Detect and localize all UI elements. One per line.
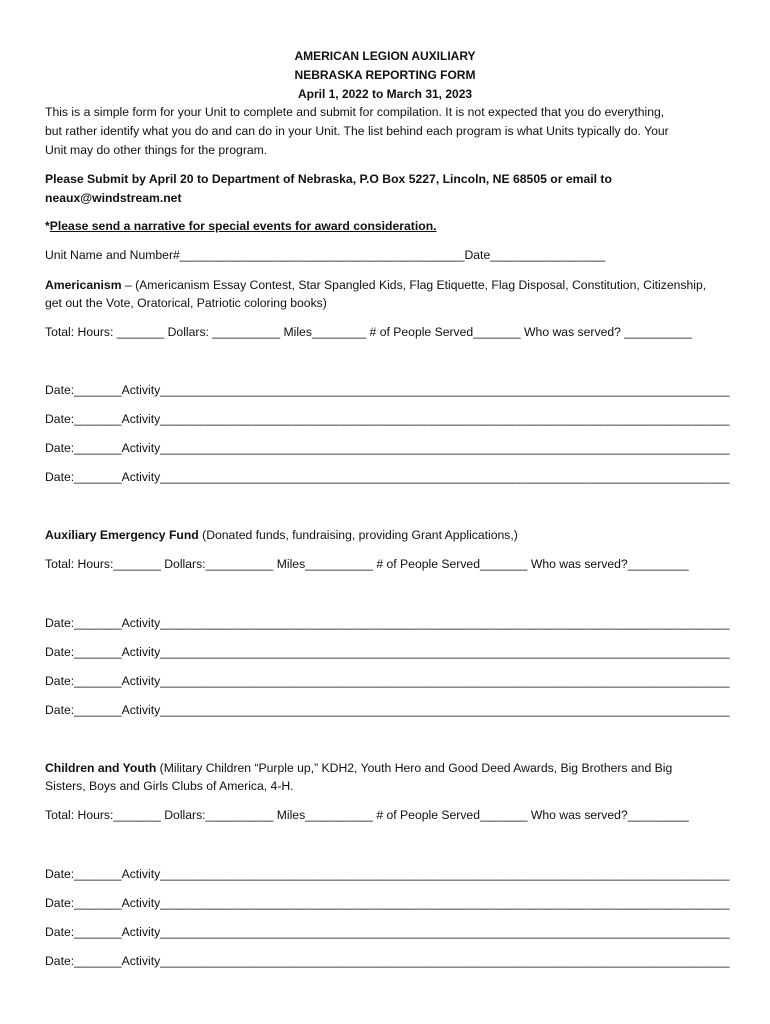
- intro-line-1: This is a simple form for your Unit to complete and submit for compilation. It is not expected that you do everything,: [45, 105, 665, 119]
- emergency-activity-row[interactable]: Date:_______Activity____________________________________________________________________________________: [45, 616, 730, 630]
- children-desc-2: Sisters, Boys and Girls Clubs of America, 4-H.: [45, 779, 294, 793]
- americanism-activity-row[interactable]: Date:_______Activity____________________________________________________________________________________: [45, 412, 730, 426]
- americanism-activity-row[interactable]: Date:_______Activity____________________________________________________________________________________: [45, 441, 730, 455]
- americanism-title: Americanism: [45, 278, 122, 292]
- emergency-totals-field[interactable]: Total: Hours:_______ Dollars:__________ Miles__________ # of People Served_______ Who was served?_________: [45, 557, 689, 571]
- emergency-title: Auxiliary Emergency Fund: [45, 528, 199, 542]
- form-title: NEBRASKA REPORTING FORM: [294, 68, 476, 82]
- narrative-star: *: [45, 219, 50, 233]
- children-desc-1: (Military Children “Purple up,” KDH2, Youth Hero and Good Deed Awards, Big Brothers and Big: [156, 761, 673, 775]
- org-title: AMERICAN LEGION AUXILIARY: [294, 49, 476, 63]
- intro-line-3: Unit may do other things for the program.: [45, 143, 268, 157]
- children-activity-row[interactable]: Date:_______Activity____________________________________________________________________________________: [45, 954, 730, 968]
- children-heading: [45, 759, 735, 777]
- submit-instructions-1: Please Submit by April 20 to Department of Nebraska, P.O Box 5227, Lincoln, NE 68505 or email to: [45, 172, 612, 186]
- americanism-desc-1: – (Americanism Essay Contest, Star Spangled Kids, Flag Etiquette, Flag Disposal, Constitution, Citizenship,: [121, 278, 707, 292]
- children-activity-row[interactable]: Date:_______Activity____________________________________________________________________________________: [45, 867, 730, 881]
- americanism-activity-row[interactable]: Date:_______Activity____________________________________________________________________________________: [45, 383, 730, 397]
- narrative-text: Please send a narrative for special events for award consideration.: [49, 219, 437, 233]
- americanism-activity-row[interactable]: Date:_______Activity____________________________________________________________________________________: [45, 470, 730, 484]
- children-title: Children and Youth: [45, 761, 157, 775]
- emergency-activity-row[interactable]: Date:_______Activity____________________________________________________________________________________: [45, 674, 730, 688]
- unit-name-date-field[interactable]: Unit Name and Number#__________________________________________Date_________________: [45, 248, 606, 262]
- emergency-activity-row[interactable]: Date:_______Activity____________________________________________________________________________________: [45, 703, 730, 717]
- narrative-note: [45, 217, 735, 235]
- americanism-desc-2: get out the Vote, Oratorical, Patriotic coloring books): [45, 296, 327, 310]
- children-activity-row[interactable]: Date:_______Activity____________________________________________________________________________________: [45, 925, 730, 939]
- emergency-heading: [45, 526, 735, 544]
- americanism-heading: [45, 276, 735, 294]
- emergency-desc-1: (Donated funds, fundraising, providing Grant Applications,): [198, 528, 518, 542]
- americanism-totals-field[interactable]: Total: Hours: _______ Dollars: __________ Miles________ # of People Served_______ Who was served? __________: [45, 325, 693, 339]
- emergency-activity-row[interactable]: Date:_______Activity____________________________________________________________________________________: [45, 645, 730, 659]
- intro-line-2: but rather identify what you do and can do in your Unit. The list behind each program is what Units typically do. Your: [45, 124, 669, 138]
- submit-email: neaux@windstream.net: [45, 191, 182, 205]
- children-activity-row[interactable]: Date:_______Activity____________________________________________________________________________________: [45, 896, 730, 910]
- form-period: April 1, 2022 to March 31, 2023: [297, 87, 473, 101]
- children-totals-field[interactable]: Total: Hours:_______ Dollars:__________ Miles__________ # of People Served_______ Who was served?_________: [45, 808, 689, 822]
